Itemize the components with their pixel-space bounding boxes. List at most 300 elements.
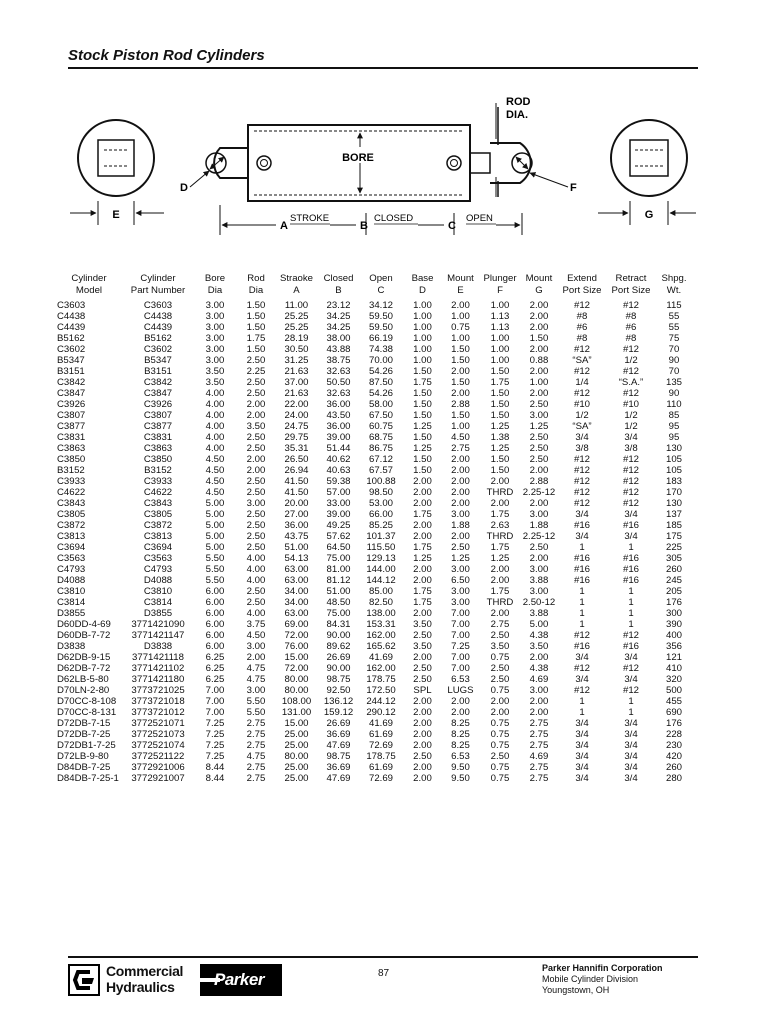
table-cell: #12 bbox=[622, 300, 639, 311]
column-header-line: A bbox=[293, 285, 300, 296]
table-cell: C4439 bbox=[143, 322, 173, 333]
table-cell: 2.50 bbox=[529, 399, 549, 410]
table-cell: 2.75 bbox=[529, 718, 549, 729]
table-cell: #16 bbox=[573, 575, 590, 586]
column-header bbox=[403, 273, 442, 300]
table-cell: 3/8 bbox=[575, 443, 589, 454]
table-cell: #12 bbox=[622, 344, 639, 355]
table-cell: 162.00 bbox=[366, 630, 396, 641]
logo-line-1: Commercial bbox=[106, 963, 184, 979]
table-cell: 6.00 bbox=[205, 586, 225, 597]
table-cell: 2.00 bbox=[413, 696, 432, 707]
table-row bbox=[55, 344, 693, 355]
table-cell: 1.50 bbox=[490, 454, 510, 465]
table-cell: 3.88 bbox=[529, 608, 549, 619]
table-cell: 7.00 bbox=[451, 608, 470, 619]
table-cell: 4.75 bbox=[246, 663, 266, 674]
table-cell: 67.57 bbox=[368, 465, 393, 476]
table-cell: 5.50 bbox=[205, 553, 225, 564]
page-number: 87 bbox=[378, 968, 390, 979]
table-cell: #12 bbox=[622, 663, 639, 674]
table-cell: #12 bbox=[573, 344, 590, 355]
left-end-view bbox=[70, 120, 164, 225]
table-cell: 2.00 bbox=[451, 707, 470, 718]
table-cell: C3872 bbox=[143, 520, 173, 531]
column-header bbox=[521, 273, 557, 300]
table-cell: 144.12 bbox=[366, 575, 396, 586]
table-cell: C3810 bbox=[143, 586, 173, 597]
table-cell: 162.00 bbox=[366, 663, 396, 674]
table-cell: 3.00 bbox=[246, 498, 266, 509]
table-row bbox=[55, 388, 693, 399]
table-cell: 3.00 bbox=[451, 509, 470, 520]
table-cell: 2.00 bbox=[529, 553, 549, 564]
table-cell: 1.75 bbox=[490, 542, 510, 553]
table-cell: 25.25 bbox=[284, 311, 309, 322]
column-header-line: Shpg. bbox=[661, 273, 687, 284]
table-cell: 82.50 bbox=[368, 597, 393, 608]
column-header bbox=[655, 273, 693, 300]
table-cell: 8.44 bbox=[205, 773, 225, 784]
table-cell: 4.38 bbox=[529, 663, 549, 674]
table-cell: 178.75 bbox=[366, 751, 396, 762]
table-cell: 5.50 bbox=[205, 575, 225, 586]
table-cell: 1.50 bbox=[490, 410, 510, 421]
table-cell: B5162 bbox=[57, 333, 85, 344]
table-cell: 2.00 bbox=[490, 476, 510, 487]
table-cell: C4439 bbox=[57, 322, 86, 333]
table-cell: 21.63 bbox=[284, 388, 309, 399]
table-cell: 1 bbox=[628, 696, 634, 707]
table-cell: 3773721025 bbox=[131, 685, 185, 696]
table-cell: 0.75 bbox=[490, 685, 510, 696]
table-cell: 61.69 bbox=[368, 729, 393, 740]
column-header bbox=[123, 273, 193, 300]
table-cell: 3/8 bbox=[624, 443, 638, 454]
table-cell: 26.94 bbox=[284, 465, 309, 476]
table-cell: 63.00 bbox=[284, 608, 309, 619]
table-cell: 105 bbox=[665, 465, 682, 476]
table-cell: 34.00 bbox=[284, 586, 309, 597]
table-cell: 2.00 bbox=[246, 454, 266, 465]
table-cell: 1.50 bbox=[246, 311, 266, 322]
table-cell: 356 bbox=[665, 641, 682, 652]
table-cell: 7.00 bbox=[451, 663, 470, 674]
dim-g-label: G bbox=[644, 209, 654, 221]
table-cell: 3.00 bbox=[529, 509, 549, 520]
table-cell: 4.00 bbox=[205, 432, 225, 443]
table-cell: 2.00 bbox=[451, 498, 470, 509]
table-cell: 5.00 bbox=[205, 509, 225, 520]
table-cell: 2.50 bbox=[246, 520, 266, 531]
table-cell: 23.12 bbox=[326, 300, 351, 311]
table-cell: 4.50 bbox=[205, 476, 225, 487]
table-cell: 1.00 bbox=[451, 333, 470, 344]
table-cell: C3813 bbox=[57, 531, 86, 542]
table-cell: 1.00 bbox=[490, 300, 510, 311]
table-cell: #10 bbox=[573, 399, 590, 410]
table-cell: C3863 bbox=[143, 443, 173, 454]
column-header-line: B bbox=[335, 285, 342, 296]
table-cell: 2.75 bbox=[246, 718, 266, 729]
table-row bbox=[55, 740, 693, 751]
table-cell: 2.00 bbox=[529, 344, 549, 355]
table-row bbox=[55, 663, 693, 674]
table-cell: 32.63 bbox=[326, 388, 351, 399]
table-cell: 61.69 bbox=[368, 762, 393, 773]
table-cell: 2.50 bbox=[246, 355, 266, 366]
table-cell: 2.75 bbox=[490, 619, 510, 630]
logo-line-2: Hydraulics bbox=[106, 979, 175, 995]
table-cell: 2.75 bbox=[529, 773, 549, 784]
table-cell: #16 bbox=[573, 553, 590, 564]
table-cell: 1/2 bbox=[624, 355, 638, 366]
table-cell: B3151 bbox=[144, 366, 172, 377]
table-cell: D62LB-5-80 bbox=[57, 674, 109, 685]
table-cell: 6.00 bbox=[205, 608, 225, 619]
table-cell: 3.00 bbox=[529, 564, 549, 575]
dim-b-label: B bbox=[360, 220, 368, 232]
table-cell: 1 bbox=[579, 608, 585, 619]
table-row bbox=[55, 586, 693, 597]
table-row bbox=[55, 322, 693, 333]
table-cell: SPL bbox=[413, 685, 432, 696]
table-cell: 6.00 bbox=[205, 641, 225, 652]
table-cell: 100.88 bbox=[366, 476, 396, 487]
table-cell: 3771421147 bbox=[131, 630, 185, 641]
table-cell: D3855 bbox=[143, 608, 173, 619]
table-cell: 5.50 bbox=[246, 696, 266, 707]
table-cell: 2.00 bbox=[413, 652, 432, 663]
table-cell: #12 bbox=[573, 685, 590, 696]
table-cell: 6.53 bbox=[451, 751, 470, 762]
table-cell: 3.00 bbox=[205, 300, 225, 311]
table-row bbox=[55, 531, 693, 542]
table-cell: 75.00 bbox=[326, 608, 351, 619]
table-cell: C3847 bbox=[143, 388, 173, 399]
table-cell: 455 bbox=[665, 696, 682, 707]
table-cell: 1.00 bbox=[490, 355, 510, 366]
table-cell: 4.00 bbox=[205, 388, 225, 399]
table-cell: 1.00 bbox=[451, 421, 470, 432]
table-cell: D72DB-7-15 bbox=[57, 718, 111, 729]
table-cell: B3152 bbox=[57, 465, 85, 476]
table-cell: 4.50 bbox=[246, 630, 266, 641]
table-cell: 43.75 bbox=[284, 531, 309, 542]
table-cell: 41.50 bbox=[284, 487, 309, 498]
table-cell: 4.00 bbox=[246, 553, 266, 564]
table-cell: D70CC-8-131 bbox=[57, 707, 117, 718]
column-header-line: C bbox=[377, 285, 385, 296]
table-cell: 3771421102 bbox=[131, 663, 185, 674]
table-cell: 84.31 bbox=[326, 619, 351, 630]
table-cell: 1 bbox=[579, 619, 585, 630]
table-cell: 1.38 bbox=[490, 432, 510, 443]
table-cell: 40.63 bbox=[326, 465, 351, 476]
table-cell: 3.00 bbox=[205, 344, 225, 355]
table-cell: 2.00 bbox=[413, 762, 432, 773]
table-cell: 1 bbox=[579, 597, 585, 608]
table-cell: 2.75 bbox=[529, 729, 549, 740]
table-cell: 34.12 bbox=[368, 300, 393, 311]
table-cell: 1.25 bbox=[490, 421, 510, 432]
table-cell: 2.50 bbox=[246, 531, 266, 542]
table-cell: 108.00 bbox=[281, 696, 312, 707]
table-cell: 47.69 bbox=[326, 740, 351, 751]
table-cell: 6.25 bbox=[205, 652, 225, 663]
table-cell: C3842 bbox=[57, 377, 86, 388]
table-cell: 1.50 bbox=[529, 333, 549, 344]
table-cell: 51.00 bbox=[326, 586, 351, 597]
table-cell: 3.88 bbox=[529, 575, 549, 586]
table-cell: 1.50 bbox=[413, 366, 432, 377]
table-cell: #12 bbox=[573, 388, 590, 399]
table-cell: C3842 bbox=[143, 377, 173, 388]
table-cell: 66.19 bbox=[368, 333, 393, 344]
table-cell: 15.00 bbox=[284, 718, 309, 729]
company-info bbox=[542, 963, 663, 996]
table-cell: 68.75 bbox=[368, 432, 393, 443]
table-cell: 54.13 bbox=[284, 553, 309, 564]
table-cell: 6.25 bbox=[205, 674, 225, 685]
table-cell: 1/2 bbox=[624, 410, 638, 421]
table-cell: 1 bbox=[628, 608, 634, 619]
table-cell: 170 bbox=[665, 487, 682, 498]
table-cell: C4793 bbox=[57, 564, 86, 575]
table-cell: 0.75 bbox=[490, 740, 510, 751]
table-cell: #6 bbox=[576, 322, 588, 333]
table-cell: C3933 bbox=[57, 476, 86, 487]
table-cell: 1.00 bbox=[413, 300, 432, 311]
table-cell: 34.25 bbox=[326, 322, 351, 333]
table-cell: 89.62 bbox=[326, 641, 351, 652]
table-cell: 25.00 bbox=[284, 773, 309, 784]
table-cell: 64.50 bbox=[326, 542, 351, 553]
table-cell: 98.50 bbox=[368, 487, 393, 498]
table-cell: 0.88 bbox=[529, 355, 549, 366]
table-cell: 1.00 bbox=[413, 355, 432, 366]
table-cell: 26.50 bbox=[284, 454, 309, 465]
table-cell: C3847 bbox=[57, 388, 86, 399]
table-cell: 183 bbox=[665, 476, 682, 487]
table-cell: 225 bbox=[665, 542, 682, 553]
table-cell: #12 bbox=[622, 366, 639, 377]
table-cell: 3771421180 bbox=[131, 674, 185, 685]
table-cell: 3772921007 bbox=[131, 773, 185, 784]
table-cell: 2.00 bbox=[490, 564, 510, 575]
column-header-line: Dia bbox=[207, 285, 223, 296]
table-cell: 3.00 bbox=[451, 564, 470, 575]
table-cell: #12 bbox=[573, 630, 590, 641]
table-cell: 1.75 bbox=[490, 509, 510, 520]
table-cell: 85.00 bbox=[368, 586, 393, 597]
table-cell: 1.75 bbox=[490, 377, 510, 388]
table-cell: C3872 bbox=[57, 520, 86, 531]
table-cell: C3933 bbox=[143, 476, 173, 487]
table-cell: 2.00 bbox=[413, 729, 432, 740]
column-header bbox=[193, 273, 237, 300]
table-cell: C3850 bbox=[143, 454, 173, 465]
table-row bbox=[55, 729, 693, 740]
table-cell: 6.50 bbox=[451, 575, 470, 586]
table-cell: 1.75 bbox=[413, 597, 432, 608]
dim-a-label: A bbox=[280, 220, 288, 232]
table-cell: #16 bbox=[573, 520, 590, 531]
table-cell: 3/4 bbox=[624, 531, 638, 542]
table-cell: 4.75 bbox=[246, 674, 266, 685]
table-cell: 2.00 bbox=[451, 465, 470, 476]
table-cell: 1.00 bbox=[413, 344, 432, 355]
table-row bbox=[55, 520, 693, 531]
table-cell: 6.53 bbox=[451, 674, 470, 685]
table-cell: #16 bbox=[622, 641, 639, 652]
table-cell: 15.00 bbox=[284, 652, 309, 663]
table-row bbox=[55, 652, 693, 663]
table-cell: 3.00 bbox=[205, 333, 225, 344]
commercial-hydraulics-logo bbox=[68, 963, 196, 997]
column-header-line: Dia bbox=[248, 285, 264, 296]
table-cell: 7.25 bbox=[205, 729, 225, 740]
table-cell: 1/2 bbox=[575, 410, 589, 421]
column-header-line: Base bbox=[411, 273, 434, 284]
table-cell: 36.00 bbox=[326, 421, 351, 432]
table-cell: 26.69 bbox=[326, 718, 351, 729]
table-row bbox=[55, 421, 693, 432]
table-cell: 35.31 bbox=[284, 443, 309, 454]
table-cell: 2.00 bbox=[413, 740, 432, 751]
table-cell: 6.00 bbox=[205, 619, 225, 630]
table-cell: 3/4 bbox=[624, 509, 638, 520]
table-cell: C3863 bbox=[57, 443, 86, 454]
table-cell: 130 bbox=[665, 498, 682, 509]
table-cell: 3/4 bbox=[575, 762, 589, 773]
table-cell: 90.00 bbox=[326, 630, 351, 641]
table-header-row bbox=[55, 273, 693, 300]
table-cell: D62DB-9-15 bbox=[57, 652, 111, 663]
table-cell: 11.00 bbox=[284, 300, 309, 311]
table-cell: 36.00 bbox=[326, 399, 351, 410]
table-cell: 4.00 bbox=[246, 564, 266, 575]
table-cell: 38.75 bbox=[326, 355, 351, 366]
table-row bbox=[55, 564, 693, 575]
table-cell: 40.62 bbox=[326, 454, 351, 465]
table-cell: 320 bbox=[665, 674, 682, 685]
table-row bbox=[55, 630, 693, 641]
table-cell: 55 bbox=[668, 311, 680, 322]
table-cell: D62DB-7-72 bbox=[57, 663, 111, 674]
table-cell: 2.00 bbox=[451, 300, 470, 311]
table-cell: 3772521073 bbox=[131, 729, 185, 740]
table-cell: 390 bbox=[665, 619, 682, 630]
table-cell: 2.00 bbox=[490, 575, 510, 586]
table-cell: #16 bbox=[622, 564, 639, 575]
table-row bbox=[55, 399, 693, 410]
stroke-label: STROKE bbox=[290, 213, 330, 224]
table-cell: 1 bbox=[579, 707, 585, 718]
table-cell: 2.00 bbox=[246, 652, 266, 663]
table-cell: C3877 bbox=[57, 421, 86, 432]
column-header-line: Mount bbox=[525, 273, 553, 284]
table-row bbox=[55, 509, 693, 520]
table-cell: 135 bbox=[665, 377, 682, 388]
table-cell: 1/4 bbox=[575, 377, 589, 388]
table-cell: 1.50 bbox=[413, 399, 432, 410]
table-cell: 244.12 bbox=[366, 696, 396, 707]
table-cell: 1.25 bbox=[451, 553, 470, 564]
table-cell: 690 bbox=[665, 707, 682, 718]
table-cell: 2.00 bbox=[529, 498, 549, 509]
table-cell: 1.00 bbox=[413, 333, 432, 344]
table-cell: 8.25 bbox=[451, 740, 470, 751]
table-row bbox=[55, 575, 693, 586]
table-cell: 63.00 bbox=[284, 564, 309, 575]
table-cell: 1.50 bbox=[490, 388, 510, 399]
table-cell: 115 bbox=[666, 300, 682, 311]
table-cell: 1.75 bbox=[413, 542, 432, 553]
table-cell: 38.00 bbox=[326, 333, 351, 344]
table-cell: 3.75 bbox=[246, 619, 266, 630]
table-cell: 2.00 bbox=[529, 388, 549, 399]
table-cell: 4.00 bbox=[205, 443, 225, 454]
logo-wordmark bbox=[106, 963, 183, 995]
table-cell: 5.00 bbox=[205, 531, 225, 542]
table-cell: 2.00 bbox=[413, 476, 432, 487]
table-cell: 59.50 bbox=[368, 322, 393, 333]
table-cell: 2.75 bbox=[246, 729, 266, 740]
table-cell: 1.50 bbox=[490, 465, 510, 476]
company-name: Parker Hannifin Corporation bbox=[542, 963, 663, 973]
table-cell: 86.75 bbox=[368, 443, 393, 454]
table-cell: 3.50 bbox=[205, 377, 225, 388]
table-cell: 2.00 bbox=[413, 608, 432, 619]
table-cell: 33.00 bbox=[326, 498, 351, 509]
table-cell: 92.50 bbox=[326, 685, 351, 696]
column-header-line: Plunger bbox=[483, 273, 517, 284]
table-cell: 1.50 bbox=[246, 344, 266, 355]
table-cell: 138.00 bbox=[366, 608, 396, 619]
column-header-line: Model bbox=[75, 285, 103, 296]
table-cell: 2.50 bbox=[246, 443, 266, 454]
table-cell: 36.00 bbox=[284, 520, 309, 531]
table-cell: 49.25 bbox=[326, 520, 351, 531]
parker-wordmark: Parker bbox=[214, 970, 264, 989]
table-cell: 41.50 bbox=[284, 476, 309, 487]
table-cell: 1.13 bbox=[490, 311, 510, 322]
table-cell: 75.00 bbox=[326, 553, 351, 564]
table-cell: 121 bbox=[665, 652, 682, 663]
dim-c-label: C bbox=[448, 220, 456, 232]
table-cell: 2.50 bbox=[490, 663, 510, 674]
table-cell: 4.50 bbox=[205, 465, 225, 476]
table-cell: 1.75 bbox=[246, 333, 266, 344]
table-cell: C3877 bbox=[143, 421, 173, 432]
table-cell: B3151 bbox=[57, 366, 85, 377]
table-cell: 2.75 bbox=[246, 773, 266, 784]
table-cell: #16 bbox=[622, 575, 639, 586]
table-cell: 2.00 bbox=[529, 366, 549, 377]
table-cell: 1.50 bbox=[246, 300, 266, 311]
table-cell: 2.75 bbox=[529, 762, 549, 773]
table-cell: D70CC-8-108 bbox=[57, 696, 117, 707]
table-row bbox=[55, 410, 693, 421]
table-row bbox=[55, 432, 693, 443]
table-cell: 2.00 bbox=[451, 487, 470, 498]
table-cell: 144.00 bbox=[366, 564, 396, 575]
table-cell: #12 bbox=[573, 663, 590, 674]
table-cell: 185 bbox=[665, 520, 682, 531]
table-cell: “S.A.” bbox=[618, 377, 644, 388]
table-cell: 2.00 bbox=[529, 311, 549, 322]
